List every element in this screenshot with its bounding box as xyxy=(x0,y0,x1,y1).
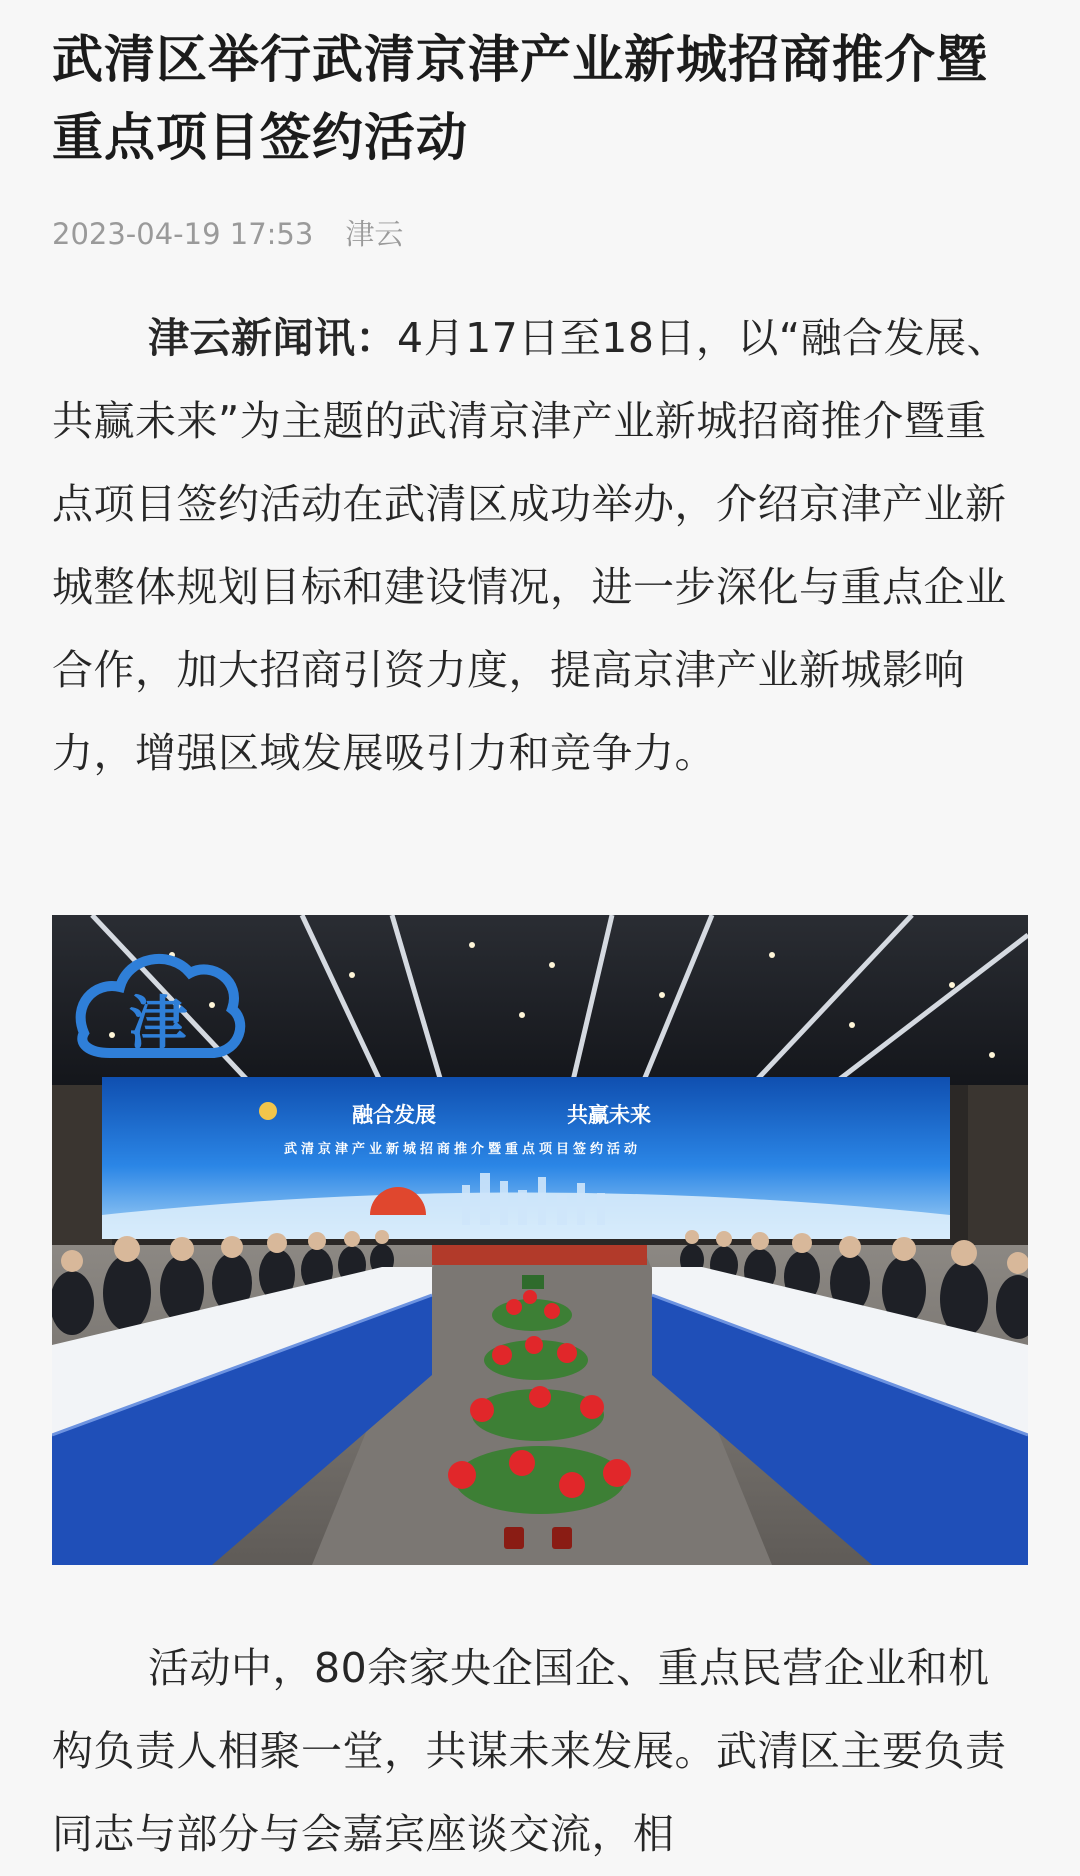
screen-subtitle: 武清京津产业新城招商推介暨重点项目签约活动 xyxy=(284,1142,642,1157)
conference-scene xyxy=(52,915,1028,1565)
news-lead: 津云新闻讯： xyxy=(148,314,397,362)
screen-slogan-left: 融合发展 xyxy=(352,1102,436,1127)
article-source[interactable]: 津云 xyxy=(345,217,404,251)
paragraph-1 xyxy=(52,297,1027,795)
watermark-char: 津 xyxy=(128,989,188,1057)
event-logo-icon xyxy=(259,1102,277,1120)
paragraph-2: 活动中，80余家央企国企、重点民营企业和机构负责人相聚一堂，共谋未来发展。武清区主要负责同志与部分与会嘉宾座谈交流，相 xyxy=(52,1644,1007,1858)
article-title: 武清区举行武清京津产业新城招商推介暨 重点项目签约活动 xyxy=(52,31,989,168)
publish-date: 2023-04-19 17:53 xyxy=(52,217,314,251)
article-photo[interactable] xyxy=(52,915,1028,1565)
article-meta xyxy=(52,214,403,254)
paragraph-1-text: 4月17日至18日，以“融合发展、共赢未来”为主题的武清京津产业新城招商推介暨重点项目签约活动在武清区成功举办，介绍京津产业新城整体规划目标和建设情况，进一步深化与重点企业合作，加大招商引资力度，提高京津产业新城影响力，增强区域发展吸引力和竞争力。 xyxy=(52,314,1009,777)
screen-slogan-right: 共赢未来 xyxy=(567,1102,651,1127)
